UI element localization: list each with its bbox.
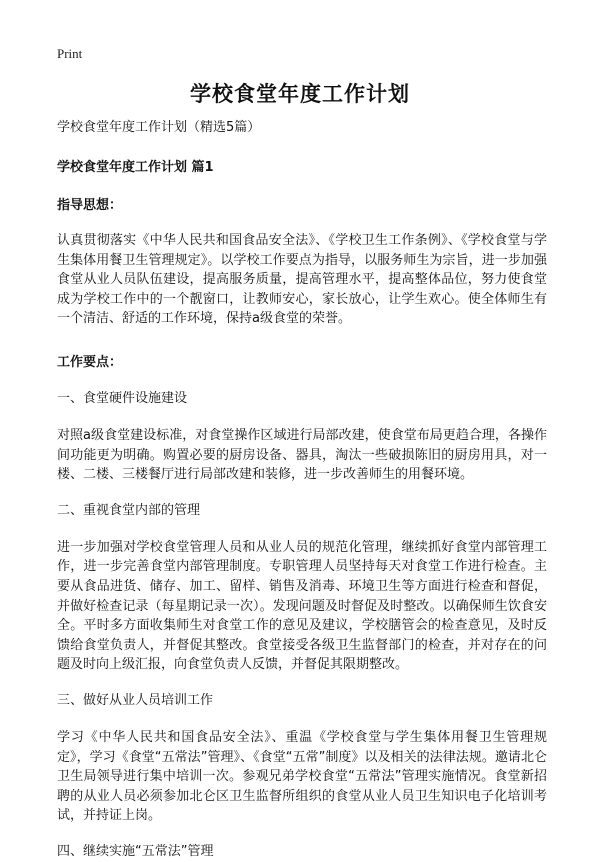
section-paragraph-hardware: 对照a级食堂建设标准，对食堂操作区域进行局部改建，使食堂布局更趋合理，各操作间功能更为明确。购置必要的厨房设备、器具，淘汰一些破损陈旧的厨房用具，对一楼、二楼、三楼餐厅进行局部改建和装修，进一步改善师生的用餐环境。 (57, 427, 547, 483)
section-heading-internal-management: 二、重视食堂内部的管理 (57, 502, 201, 518)
document-subtitle: 学校食堂年度工作计划（精选5篇） (57, 120, 261, 135)
section-heading-staff-training: 三、做好从业人员培训工作 (57, 692, 214, 708)
guide-paragraph: 认真贯彻落实《中华人民共和国食品安全法》、《学校卫生工作条例》、《学校食堂与学生集体用餐卫生管理规定》。以学校工作要点为指导，以服务师生为宗旨，进一步加强食堂从业人员队伍建设，提高服务质量，提高管理水平，提高整体品位，努力使食堂成为学校工作中的一个靓窗口，让教师安心，家长放心，让学生欢心。使全体师生有一个清洁、舒适的工作环境，保持a级食堂的荣誉。 (57, 233, 547, 327)
section-heading-five-s: 四、继续实施“五常法”管理 (57, 843, 214, 859)
guide-heading: 指导思想： (57, 198, 123, 213)
document-body (57, 115, 547, 862)
article-heading: 学校食堂年度工作计划 篇1 (57, 160, 214, 175)
print-link[interactable]: Print (57, 46, 83, 61)
section-paragraph-internal-management: 进一步加强对学校食堂管理人员和从业人员的规范化管理，继续抓好食堂内部管理工作，进一步完善食堂内部管理制度。专职管理人员坚持每天对食堂工作进行检查。主要从食品进货、储存、加工、留样、销售及消毒、环境卫生等方面进行检查和督促，并做好检查记录（每星期记录一次）。发现问题及时督促及时整改。以确保师生饮食安全。平时多方面收集师生对食堂工作的意见及建议，学校膳管会的检查意见，及时反馈给食堂负责人，并督促其整改。食堂接受各级卫生监督部门的检查，并对存在的问题及时向上级汇报，向食堂负责人反馈，并督促其限期整改。 (57, 539, 547, 673)
section-heading-hardware: 一、食堂硬件设施建设 (57, 390, 188, 406)
page-title: 学校食堂年度工作计划 (190, 82, 410, 106)
section-paragraph-staff-training: 学习《中华人民共和国食品安全法》、重温《学校食堂与学生集体用餐卫生管理规定》，学习《食堂“五常法”管理》、《食堂“五常”制度》以及相关的法律法规。邀请北仑卫生局领导进行集中培训一次。参观兄弟学校食堂“五常法”管理实施情况。食堂新招聘的从业人员必须参加北仑区卫生监督所组织的食堂从业人员卫生知识电子化培训考试，并持证上岗。 (57, 729, 547, 824)
points-heading: 工作要点： (57, 354, 123, 370)
